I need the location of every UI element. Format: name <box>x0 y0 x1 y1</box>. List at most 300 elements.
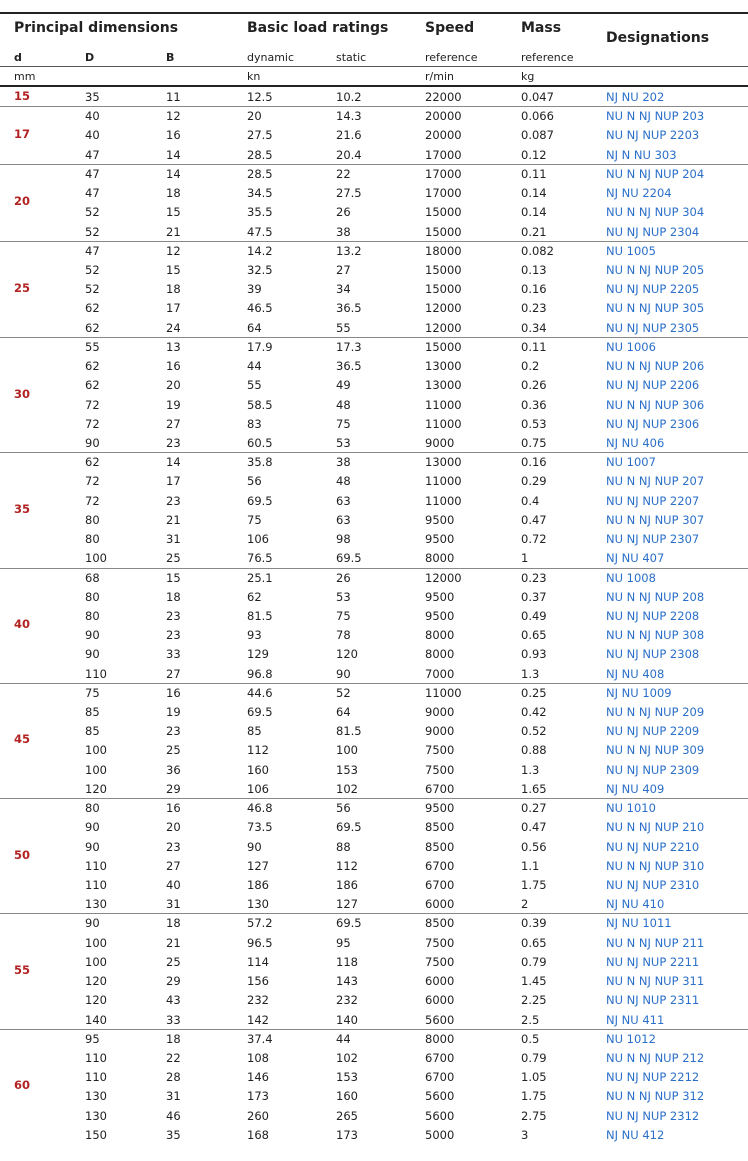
table-row <box>0 856 748 875</box>
cell-dynamic-rating: 14.2 <box>247 243 273 258</box>
cell-static-rating: 44 <box>336 1031 351 1046</box>
cell-designation[interactable]: NJ NU 2204 <box>606 186 672 201</box>
cell-dim-D: 100 <box>85 954 107 969</box>
cell-static-rating: 143 <box>336 974 358 989</box>
cell-designation[interactable]: NU N NJ NUP 309 <box>606 743 705 758</box>
cell-dynamic-rating: 76.5 <box>247 551 273 566</box>
cell-reference-speed: 7500 <box>425 743 455 758</box>
cell-reference-speed: 7000 <box>425 666 455 681</box>
cell-dynamic-rating: 90 <box>247 839 262 854</box>
cell-dim-B: 17 <box>166 301 181 316</box>
cell-static-rating: 98 <box>336 532 351 547</box>
cell-dim-B: 25 <box>166 551 181 566</box>
cell-mass: 1.45 <box>521 974 547 989</box>
cell-designation[interactable]: NJ NU 411 <box>606 1012 665 1027</box>
cell-static-rating: 88 <box>336 839 351 854</box>
cell-dim-B: 40 <box>166 878 181 892</box>
cell-static-rating: 75 <box>336 416 351 431</box>
cell-dim-B: 35 <box>166 1127 181 1142</box>
cell-static-rating: 53 <box>336 435 351 450</box>
table-row <box>0 1048 748 1067</box>
cell-mass: 0.2 <box>521 359 540 374</box>
table-row <box>0 740 748 759</box>
cell-mass: 0.34 <box>521 320 547 335</box>
cell-dynamic-rating: 106 <box>247 532 269 547</box>
cell-static-rating: 63 <box>336 512 351 527</box>
cell-dynamic-rating: 146 <box>247 1070 269 1085</box>
cell-designation[interactable]: NU N NJ NUP 311 <box>606 974 705 989</box>
subheader-speed-reference: reference <box>425 51 478 64</box>
cell-dim-B: 23 <box>166 608 181 623</box>
cell-mass: 3 <box>521 1127 529 1142</box>
cell-dim-B: 21 <box>166 512 181 527</box>
cell-dynamic-rating: 39 <box>247 282 262 297</box>
cell-dim-D: 110 <box>85 1070 107 1085</box>
cell-reference-speed: 11000 <box>425 416 462 431</box>
table-row <box>0 1067 748 1086</box>
cell-reference-speed: 8500 <box>425 839 455 854</box>
table-row <box>0 625 748 644</box>
cell-dim-B: 18 <box>166 916 181 931</box>
cell-dim-B: 21 <box>166 935 181 950</box>
table-row <box>0 452 748 471</box>
cell-dynamic-rating: 96.8 <box>247 666 273 681</box>
header-mass: Mass <box>521 20 562 36</box>
cell-designation[interactable]: NU NJ NUP 2211 <box>606 954 700 969</box>
cell-designation[interactable]: NU 1007 <box>606 455 656 470</box>
cell-mass: 0.65 <box>521 935 547 950</box>
bore-diameter-label: 40 <box>14 617 31 632</box>
cell-dim-D: 80 <box>85 608 100 623</box>
cell-mass: 0.087 <box>521 128 554 143</box>
cell-mass: 0.53 <box>521 416 547 431</box>
cell-dim-D: 47 <box>85 243 100 258</box>
table-row <box>0 875 748 894</box>
cell-static-rating: 120 <box>336 647 358 662</box>
cell-mass: 2 <box>521 897 529 912</box>
header-divider <box>0 66 748 67</box>
bore-diameter-label: 35 <box>14 501 31 516</box>
cell-mass: 1.3 <box>521 666 540 681</box>
cell-dim-D: 130 <box>85 1108 107 1123</box>
cell-reference-speed: 15000 <box>425 282 462 297</box>
cell-reference-speed: 7500 <box>425 762 455 777</box>
unit-kn: kn <box>247 70 261 83</box>
cell-dim-B: 27 <box>166 858 181 873</box>
cell-dim-B: 27 <box>166 416 181 431</box>
cell-designation[interactable]: NU N NJ NUP 308 <box>606 628 705 643</box>
cell-designation[interactable]: NU N NJ NUP 209 <box>606 705 705 720</box>
cell-reference-speed: 11000 <box>425 474 462 489</box>
cell-mass: 0.65 <box>521 628 547 643</box>
cell-static-rating: 95 <box>336 935 351 950</box>
cell-dim-D: 72 <box>85 397 100 412</box>
table-row <box>0 491 748 510</box>
cell-designation[interactable]: NU N NJ NUP 210 <box>606 820 705 835</box>
cell-designation[interactable]: NU 1010 <box>606 801 656 816</box>
cell-designation[interactable]: NU 1006 <box>606 339 656 354</box>
cell-dynamic-rating: 58.5 <box>247 397 273 412</box>
cell-mass: 1.1 <box>521 858 540 873</box>
cell-reference-speed: 8000 <box>425 1031 455 1046</box>
cell-dynamic-rating: 32.5 <box>247 262 273 277</box>
table-row <box>0 241 748 260</box>
cell-designation[interactable]: NU NJ NUP 2209 <box>606 724 700 739</box>
cell-static-rating: 55 <box>336 320 351 335</box>
bore-group <box>0 87 748 106</box>
cell-dim-D: 85 <box>85 724 100 739</box>
cell-static-rating: 69.5 <box>336 820 362 835</box>
cell-dim-D: 62 <box>85 359 100 374</box>
table-row <box>0 990 748 1009</box>
cell-reference-speed: 8000 <box>425 551 455 566</box>
cell-designation[interactable]: NU N NJ NUP 205 <box>606 262 705 277</box>
cell-dim-D: 68 <box>85 570 100 585</box>
cell-designation[interactable]: NU N NJ NUP 208 <box>606 589 705 604</box>
cell-designation[interactable]: NU NJ NUP 2203 <box>606 128 700 143</box>
bore-group <box>0 683 748 798</box>
cell-dim-B: 19 <box>166 397 181 412</box>
cell-reference-speed: 15000 <box>425 339 462 354</box>
cell-reference-speed: 11000 <box>425 685 462 700</box>
cell-dim-B: 23 <box>166 435 181 450</box>
table-row <box>0 644 748 663</box>
cell-dynamic-rating: 44.6 <box>247 685 273 700</box>
cell-dim-D: 72 <box>85 474 100 489</box>
cell-dim-B: 16 <box>166 685 181 700</box>
cell-mass: 0.066 <box>521 109 554 124</box>
cell-dynamic-rating: 69.5 <box>247 493 273 508</box>
cell-reference-speed: 13000 <box>425 378 462 393</box>
cell-designation[interactable]: NU NJ NUP 2307 <box>606 532 700 547</box>
cell-reference-speed: 7500 <box>425 954 455 969</box>
bore-group <box>0 452 748 567</box>
table-row <box>0 587 748 606</box>
cell-designation[interactable]: NU N NJ NUP 211 <box>606 935 705 950</box>
cell-designation[interactable]: NJ NU 1011 <box>606 916 672 931</box>
cell-dim-D: 140 <box>85 1012 107 1027</box>
cell-reference-speed: 12000 <box>425 320 462 335</box>
cell-dim-B: 23 <box>166 628 181 643</box>
cell-dim-D: 150 <box>85 1127 107 1142</box>
table-row <box>0 1010 748 1029</box>
cell-designation[interactable]: NJ NU 410 <box>606 897 665 912</box>
bore-group <box>0 568 748 683</box>
cell-reference-speed: 8000 <box>425 628 455 643</box>
cell-designation[interactable]: NJ NU 408 <box>606 666 665 681</box>
cell-mass: 0.79 <box>521 1050 547 1065</box>
cell-dim-B: 27 <box>166 666 181 681</box>
cell-dim-D: 95 <box>85 1031 100 1046</box>
cell-static-rating: 53 <box>336 589 351 604</box>
cell-mass: 0.25 <box>521 685 547 700</box>
cell-mass: 0.11 <box>521 166 547 181</box>
cell-mass: 0.14 <box>521 205 547 220</box>
cell-designation[interactable]: NU N NJ NUP 203 <box>606 109 705 124</box>
cell-designation[interactable]: NU NJ NUP 2309 <box>606 762 700 777</box>
cell-reference-speed: 9000 <box>425 705 455 720</box>
cell-static-rating: 26 <box>336 570 351 585</box>
cell-dim-B: 16 <box>166 801 181 816</box>
cell-dynamic-rating: 46.5 <box>247 301 273 316</box>
cell-dynamic-rating: 55 <box>247 378 262 393</box>
cell-dim-B: 20 <box>166 820 181 835</box>
cell-reference-speed: 17000 <box>425 186 462 201</box>
bore-diameter-label: 15 <box>14 88 31 103</box>
table-row <box>0 510 748 529</box>
cell-designation[interactable]: NU N NJ NUP 304 <box>606 205 705 220</box>
table-row <box>0 1029 748 1048</box>
cell-dim-B: 12 <box>166 243 181 258</box>
table-row <box>0 433 748 452</box>
cell-reference-speed: 6000 <box>425 993 455 1008</box>
cell-static-rating: 27 <box>336 262 351 277</box>
cell-dim-B: 17 <box>166 474 181 489</box>
cell-reference-speed: 5000 <box>425 1127 455 1142</box>
table-row <box>0 222 748 241</box>
cell-designation[interactable]: NU NJ NUP 2205 <box>606 282 700 297</box>
cell-designation[interactable]: NU N NJ NUP 307 <box>606 512 705 527</box>
cell-dim-D: 120 <box>85 974 107 989</box>
table-row <box>0 414 748 433</box>
cell-dynamic-rating: 35.8 <box>247 455 273 470</box>
cell-dim-D: 47 <box>85 166 100 181</box>
cell-designation[interactable]: NU NJ NUP 2306 <box>606 416 700 431</box>
cell-dim-B: 14 <box>166 166 181 181</box>
cell-dim-D: 80 <box>85 512 100 527</box>
cell-static-rating: 64 <box>336 705 351 720</box>
cell-dynamic-rating: 106 <box>247 781 269 796</box>
cell-static-rating: 78 <box>336 628 351 643</box>
cell-reference-speed: 9500 <box>425 589 455 604</box>
cell-mass: 0.29 <box>521 474 547 489</box>
cell-static-rating: 69.5 <box>336 916 362 931</box>
cell-static-rating: 90 <box>336 666 351 681</box>
cell-designation[interactable]: NU NJ NUP 2208 <box>606 608 700 623</box>
table-row <box>0 721 748 740</box>
bore-group <box>0 241 748 337</box>
cell-reference-speed: 6700 <box>425 858 455 873</box>
cell-static-rating: 36.5 <box>336 359 362 374</box>
table-row <box>0 356 748 375</box>
cell-designation[interactable]: NU N NJ NUP 207 <box>606 474 705 489</box>
cell-dim-D: 40 <box>85 109 100 124</box>
cell-dim-D: 100 <box>85 762 107 777</box>
cell-dim-B: 28 <box>166 1070 181 1085</box>
cell-designation[interactable]: NU NJ NUP 2206 <box>606 378 700 393</box>
cell-dim-B: 19 <box>166 705 181 720</box>
cell-mass: 0.23 <box>521 570 547 585</box>
cell-designation[interactable]: NJ NU 412 <box>606 1127 665 1142</box>
cell-dim-B: 33 <box>166 647 181 662</box>
cell-designation[interactable]: NJ NU 407 <box>606 551 665 566</box>
cell-reference-speed: 9000 <box>425 435 455 450</box>
cell-dynamic-rating: 142 <box>247 1012 269 1027</box>
cell-dim-B: 29 <box>166 781 181 796</box>
cell-dim-D: 110 <box>85 1050 107 1065</box>
bore-group <box>0 1029 748 1144</box>
cell-dynamic-rating: 168 <box>247 1127 269 1142</box>
cell-static-rating: 49 <box>336 378 351 393</box>
cell-dynamic-rating: 108 <box>247 1050 269 1065</box>
cell-designation[interactable]: NJ NU 406 <box>606 435 665 450</box>
cell-mass: 0.88 <box>521 743 547 758</box>
cell-dim-D: 100 <box>85 743 107 758</box>
table-row <box>0 164 748 183</box>
cell-static-rating: 48 <box>336 474 351 489</box>
cell-dynamic-rating: 73.5 <box>247 820 273 835</box>
bore-group <box>0 798 748 913</box>
cell-static-rating: 186 <box>336 878 358 892</box>
header-basic-load-ratings: Basic load ratings <box>247 20 389 36</box>
cell-dynamic-rating: 62 <box>247 589 262 604</box>
cell-static-rating: 102 <box>336 1050 358 1065</box>
cell-reference-speed: 11000 <box>425 493 462 508</box>
table-row <box>0 1086 748 1105</box>
table-top-rule <box>0 12 748 14</box>
cell-static-rating: 232 <box>336 993 358 1008</box>
cell-mass: 1 <box>521 551 529 566</box>
cell-dim-D: 47 <box>85 147 100 162</box>
cell-dynamic-rating: 27.5 <box>247 128 273 143</box>
table-row <box>0 683 748 702</box>
cell-dim-B: 29 <box>166 974 181 989</box>
cell-dim-D: 80 <box>85 532 100 547</box>
cell-dynamic-rating: 28.5 <box>247 166 273 181</box>
cell-designation[interactable]: NU 1012 <box>606 1031 656 1046</box>
cell-dynamic-rating: 46.8 <box>247 801 273 816</box>
cell-dynamic-rating: 17.9 <box>247 339 273 354</box>
table-row <box>0 606 748 625</box>
table-row <box>0 375 748 394</box>
cell-mass: 1.3 <box>521 762 540 777</box>
cell-mass: 0.14 <box>521 186 547 201</box>
cell-designation[interactable]: NU N NJ NUP 206 <box>606 359 705 374</box>
table-row <box>0 702 748 721</box>
cell-reference-speed: 6700 <box>425 781 455 796</box>
cell-mass: 0.26 <box>521 378 547 393</box>
cell-designation[interactable]: NU N NJ NUP 310 <box>606 858 705 873</box>
cell-dim-D: 75 <box>85 685 100 700</box>
cell-dim-D: 90 <box>85 435 100 450</box>
cell-mass: 0.23 <box>521 301 547 316</box>
cell-reference-speed: 6000 <box>425 974 455 989</box>
cell-designation[interactable]: NU N NJ NUP 212 <box>606 1050 705 1065</box>
subheader-dynamic: dynamic <box>247 51 295 64</box>
cell-dim-D: 62 <box>85 301 100 316</box>
cell-dim-B: 18 <box>166 589 181 604</box>
table-row <box>0 798 748 817</box>
cell-dim-D: 85 <box>85 705 100 720</box>
cell-designation[interactable]: NU NJ NUP 2312 <box>606 1108 700 1123</box>
cell-static-rating: 112 <box>336 858 358 873</box>
cell-dynamic-rating: 260 <box>247 1108 269 1123</box>
cell-dim-D: 52 <box>85 205 100 220</box>
cell-static-rating: 173 <box>336 1127 358 1142</box>
subheader-D: D <box>85 51 95 64</box>
cell-reference-speed: 8500 <box>425 916 455 931</box>
cell-designation[interactable]: NJ NU 1009 <box>606 685 672 700</box>
cell-dim-B: 15 <box>166 205 181 220</box>
table-row <box>0 568 748 587</box>
cell-dynamic-rating: 56 <box>247 474 262 489</box>
cell-reference-speed: 7500 <box>425 935 455 950</box>
cell-dim-B: 31 <box>166 532 181 547</box>
cell-designation[interactable]: NU NJ NUP 2210 <box>606 839 700 854</box>
cell-dim-B: 20 <box>166 378 181 393</box>
cell-dim-D: 100 <box>85 935 107 950</box>
cell-static-rating: 140 <box>336 1012 358 1027</box>
cell-designation[interactable]: NU N NJ NUP 306 <box>606 397 705 412</box>
cell-designation[interactable]: NU N NJ NUP 305 <box>606 301 705 316</box>
cell-designation[interactable]: NJ NU 202 <box>606 90 665 104</box>
cell-designation[interactable]: NU NJ NUP 2308 <box>606 647 700 662</box>
cell-static-rating: 127 <box>336 897 358 912</box>
table-row <box>0 183 748 202</box>
cell-designation[interactable]: NU NJ NUP 2311 <box>606 993 700 1008</box>
cell-designation[interactable]: NU N NJ NUP 204 <box>606 166 705 181</box>
cell-reference-speed: 6700 <box>425 878 455 892</box>
cell-dim-D: 62 <box>85 455 100 470</box>
cell-dim-B: 18 <box>166 1031 181 1046</box>
cell-dim-D: 90 <box>85 647 100 662</box>
cell-designation[interactable]: NU NJ NUP 2304 <box>606 224 700 239</box>
cell-dim-D: 35 <box>85 90 100 104</box>
cell-designation[interactable]: NJ NU 409 <box>606 781 665 796</box>
cell-static-rating: 153 <box>336 762 358 777</box>
cell-designation[interactable]: NU NJ NUP 2212 <box>606 1070 700 1085</box>
cell-mass: 0.47 <box>521 820 547 835</box>
cell-dynamic-rating: 20 <box>247 109 262 124</box>
table-row <box>0 971 748 990</box>
cell-designation[interactable]: NU 1008 <box>606 570 656 585</box>
cell-dynamic-rating: 129 <box>247 647 269 662</box>
cell-reference-speed: 8000 <box>425 647 455 662</box>
cell-static-rating: 160 <box>336 1089 358 1104</box>
cell-static-rating: 118 <box>336 954 358 969</box>
cell-designation[interactable]: NU NJ NUP 2207 <box>606 493 700 508</box>
cell-designation[interactable]: NU NJ NUP 2305 <box>606 320 700 335</box>
cell-mass: 0.49 <box>521 608 547 623</box>
table-row <box>0 125 748 144</box>
cell-static-rating: 52 <box>336 685 351 700</box>
cell-mass: 0.72 <box>521 532 547 547</box>
cell-mass: 1.65 <box>521 781 547 796</box>
cell-designation[interactable]: NU NJ NUP 2310 <box>606 878 700 892</box>
cell-mass: 1.05 <box>521 1070 547 1085</box>
header-speed: Speed <box>425 20 475 36</box>
cell-dim-D: 72 <box>85 493 100 508</box>
cell-designation[interactable]: NJ N NU 303 <box>606 147 677 162</box>
cell-dim-D: 52 <box>85 224 100 239</box>
cell-dim-B: 15 <box>166 570 181 585</box>
cell-dim-D: 40 <box>85 128 100 143</box>
cell-designation[interactable]: NU N NJ NUP 312 <box>606 1089 705 1104</box>
table-row <box>0 913 748 932</box>
cell-dim-B: 16 <box>166 128 181 143</box>
cell-designation[interactable]: NU 1005 <box>606 243 656 258</box>
cell-dim-D: 110 <box>85 878 107 892</box>
cell-reference-speed: 5600 <box>425 1089 455 1104</box>
cell-dim-B: 31 <box>166 897 181 912</box>
cell-dim-B: 16 <box>166 359 181 374</box>
cell-dim-D: 62 <box>85 378 100 393</box>
cell-static-rating: 75 <box>336 608 351 623</box>
cell-reference-speed: 5600 <box>425 1108 455 1123</box>
table-row <box>0 471 748 490</box>
cell-dim-D: 90 <box>85 839 100 854</box>
table-row <box>0 260 748 279</box>
